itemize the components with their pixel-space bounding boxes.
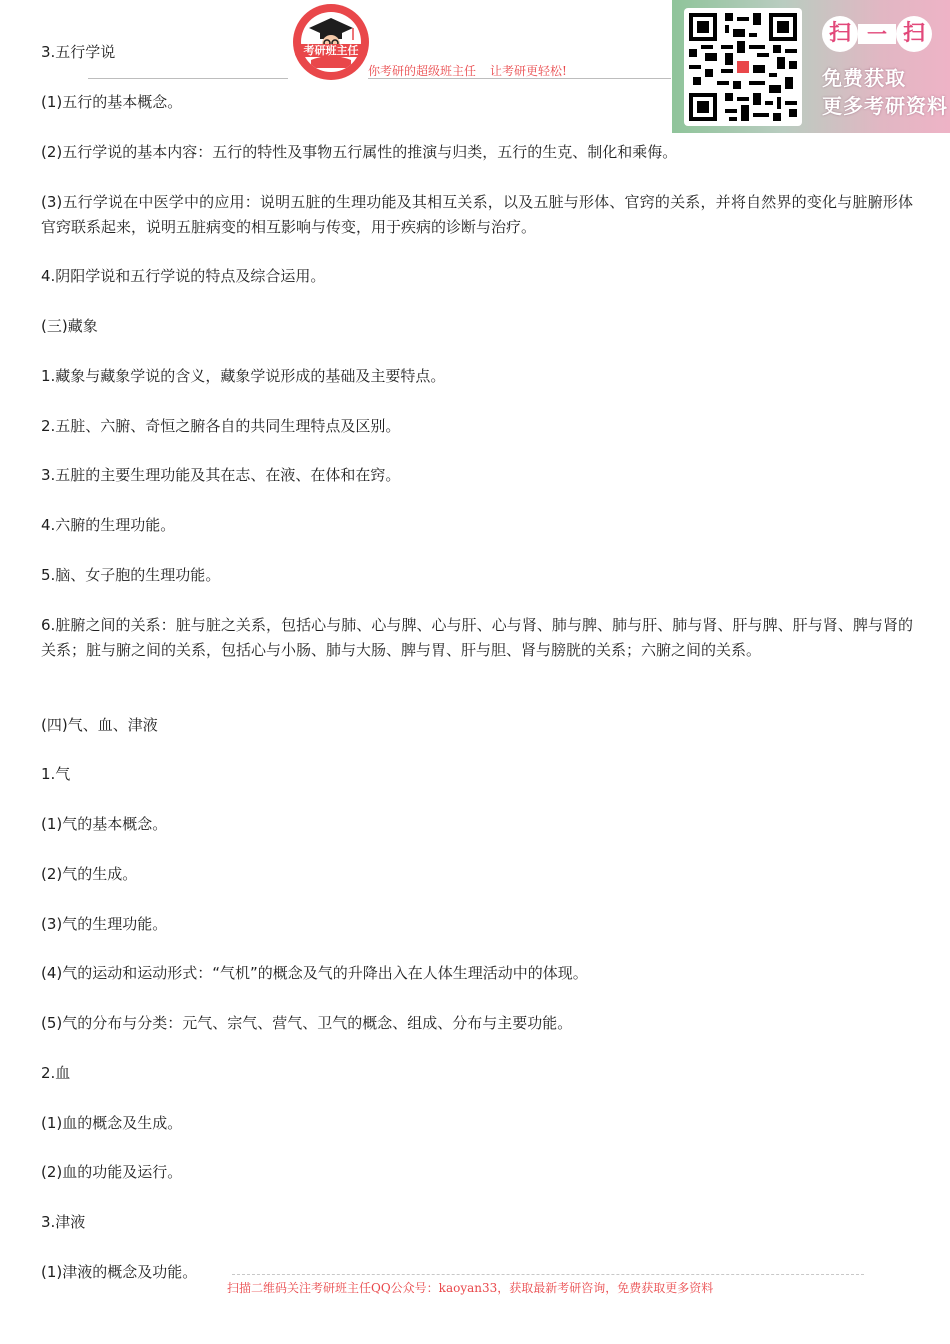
section-wuxing-title: 3.五行学说 <box>41 43 116 61</box>
footer-note: 扫描二维码关注考研班主任QQ公众号：kaoyan33，获取最新考研咨询，免费获取更多资料 <box>227 1281 714 1295</box>
qi-item-4: (4)气的运动和运动形式：“气机”的概念及气的升降出入在人体生理活动中的体现。 <box>41 964 588 982</box>
scan-char-3: 扫 <box>896 16 932 52</box>
jinye-item-1: (1)津液的概念及功能。 <box>41 1263 198 1281</box>
qi-item-2: (2)气的生成。 <box>41 865 138 883</box>
wuxing-item-2: (2)五行学说的基本内容：五行的特性及事物五行属性的推演与归类，五行的生克、制化和乘侮。 <box>41 143 678 161</box>
zangxiang-item-4: 4.六腑的生理功能。 <box>41 516 176 534</box>
scan-char-1: 扫 <box>822 16 858 52</box>
slogan-part-2: 让考研更轻松! <box>490 64 567 78</box>
qi-item-3: (3)气的生理功能。 <box>41 915 168 933</box>
section-zangxiang-title: (三)藏象 <box>41 317 98 335</box>
header-rule-left <box>88 78 288 79</box>
qi-item-5: (5)气的分布与分类：元气、宗气、营气、卫气的概念、组成、分布与主要功能。 <box>41 1014 573 1032</box>
zangxiang-item-1: 1.藏象与藏象学说的含义，藏象学说形成的基础及主要特点。 <box>41 367 446 385</box>
zangxiang-item-2: 2.五脏、六腑、奇恒之腑各自的共同生理特点及区别。 <box>41 417 401 435</box>
zangxiang-item-5: 5.脑、女子胞的生理功能。 <box>41 566 221 584</box>
footer-rule <box>232 1274 864 1275</box>
section-qixue-title: (四)气、血、津液 <box>41 716 158 734</box>
xue-item-2: (2)血的功能及运行。 <box>41 1163 183 1181</box>
slogan-part-1: 你考研的超级班主任 <box>368 64 477 78</box>
wuxing-item-3: (3)五行学说在中医学中的应用：说明五脏的生理功能及其相互关系，以及五脏与形体、官窍的关系，并将自然界的变化与脏腑形体官窍联系起来，说明五脏病变的相互影响与传变，用于疾病的诊断与治疗。 <box>41 193 913 236</box>
wuxing-item-1: (1)五行的基本概念。 <box>41 93 183 111</box>
qi-item-1: (1)气的基本概念。 <box>41 815 168 833</box>
xue-title: 2.血 <box>41 1064 71 1082</box>
qi-title: 1.气 <box>41 765 71 783</box>
promo-line-2: 更多考研资料 <box>822 94 948 118</box>
yinyang-wuxing-item: 4.阴阳学说和五行学说的特点及综合运用。 <box>41 267 326 285</box>
promo-line-1: 免费获取 <box>822 66 906 90</box>
logo-text: 考研班主任 <box>295 44 367 57</box>
jinye-title: 3.津液 <box>41 1213 86 1231</box>
xue-item-1: (1)血的概念及生成。 <box>41 1114 183 1132</box>
zangxiang-item-3: 3.五脏的主要生理功能及其在志、在液、在体和在窍。 <box>41 466 401 484</box>
scan-char-2: 一 <box>858 24 896 44</box>
zangxiang-item-6: 6.脏腑之间的关系：脏与脏之关系，包括心与肺、心与脾、心与肝、心与肾、肺与脾、肺与肝、肺与肾、肝与脾、肝与肾、脾与肾的关系；脏与腑之间的关系，包括心与小肠、肺与大肠、脾与胃、肝与胆、肾与膀胱的关系；六腑之间的关系。 <box>41 616 913 659</box>
